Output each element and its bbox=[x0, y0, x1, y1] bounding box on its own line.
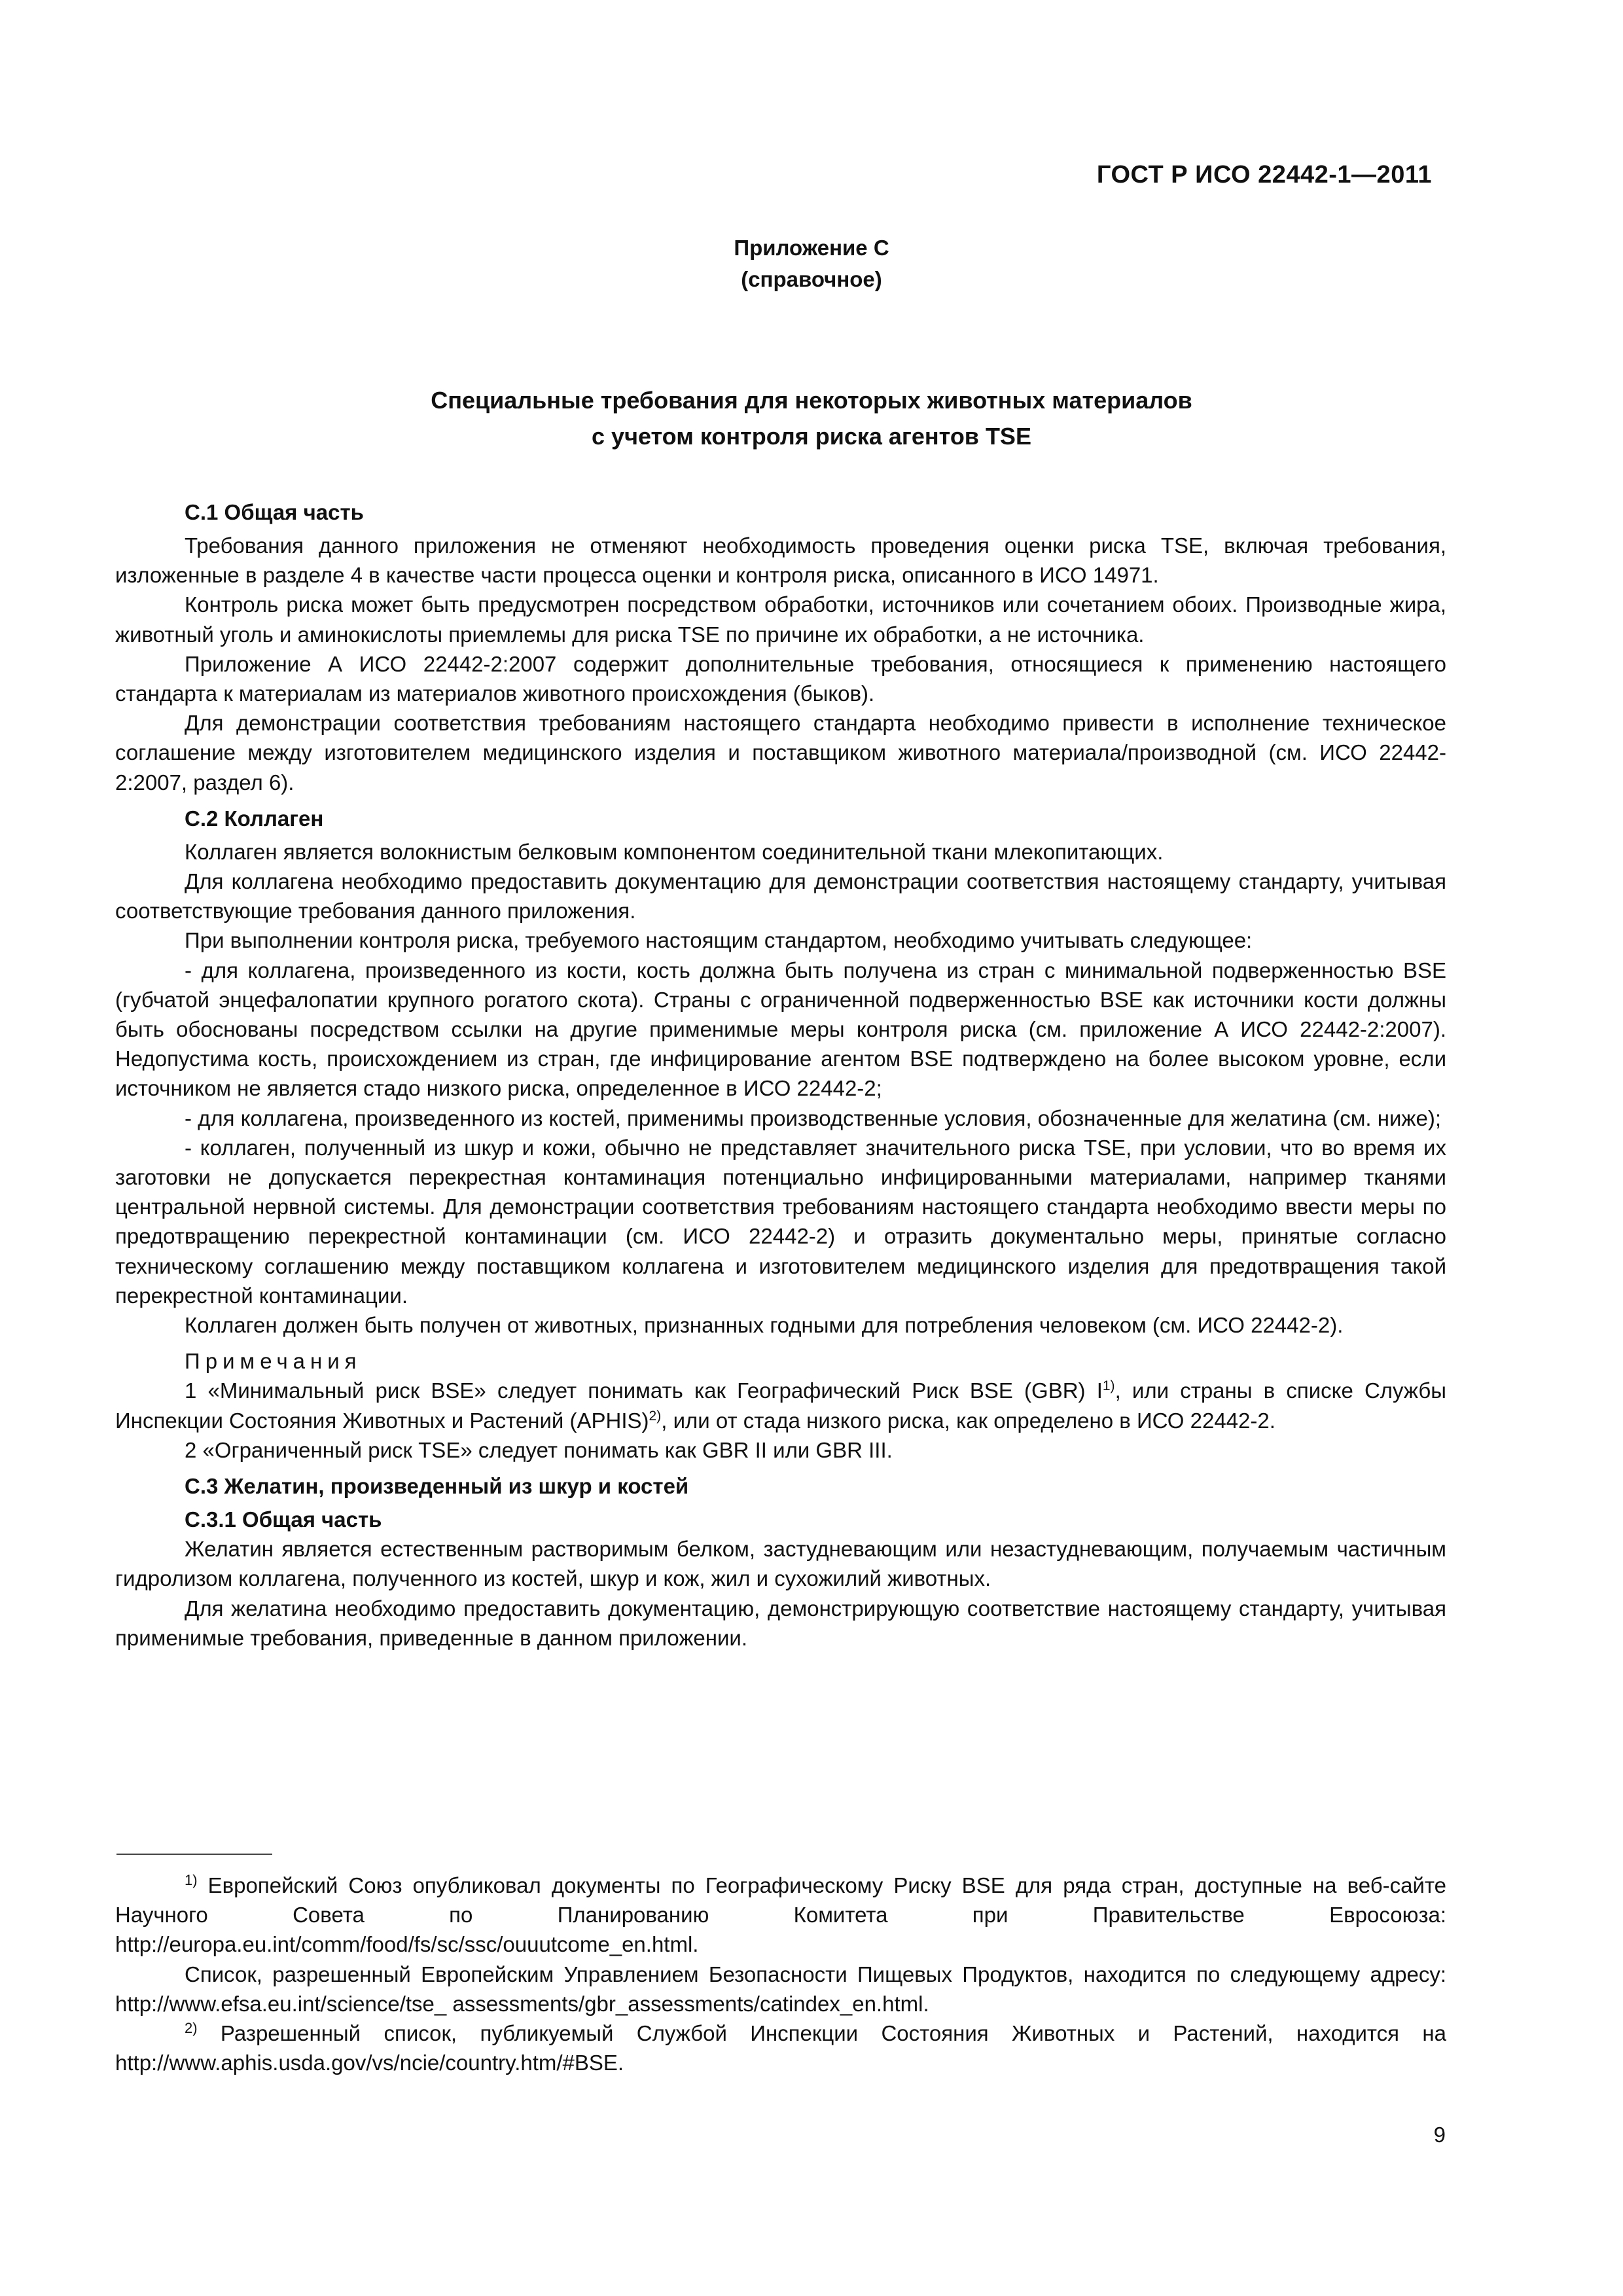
annex-label: Приложение С bbox=[734, 236, 889, 260]
section-c3-heading: С.3 Желатин, произведенный из шкур и костей bbox=[185, 1474, 689, 1499]
note-1-text-b: , или страны в списке Службы Инспекции Состояния Животных и Растений (APHIS) bbox=[115, 1378, 1446, 1433]
annex-heading bbox=[0, 232, 1623, 295]
paragraph: Для коллагена необходимо предоставить документацию для демонстрации соответствия настоящему стандарту, учитывая соответствующие требования данного приложения. bbox=[115, 869, 1446, 924]
document-code-header: ГОСТ Р ИСО 22442-1—2011 bbox=[1096, 161, 1432, 188]
paragraph: При выполнении контроля риска, требуемого настоящим стандартом, необходимо учитывать следующее: bbox=[185, 928, 1253, 953]
subsection-c3-1-heading: С.3.1 Общая часть bbox=[185, 1507, 382, 1532]
footnotes bbox=[115, 1871, 1446, 2077]
footnote-divider bbox=[116, 1854, 272, 1855]
annex-title-line-1: Специальные требования для некоторых животных материалов bbox=[431, 387, 1192, 414]
list-item: - для коллагена, произведенного из костей, применимы производственные условия, обозначенные для желатина (см. ниже); bbox=[185, 1105, 1441, 1130]
notes-title: Примечания bbox=[185, 1349, 362, 1374]
list-item: - для коллагена, произведенного из кости, кость должна быть получена из стран с минимальной подверженностью BSE (губчатой энцефалопатии крупного рогатого скота). Страны с ограниченной подверженностью BSE как источники кости должны быть обоснованы посредством ссылки на другие применимые меры контроля риска (см. приложение А ИСО 22442-2:2007). Недопустима кость, происхождением из стран, где инфицирование агентом BSE подтверждено на более высоком уровне, если источником не является стадо низкого риска, определенное в ИСО 22442-2; bbox=[115, 958, 1446, 1101]
paragraph: Приложение А ИСО 22442-2:2007 содержит дополнительные требования, относящиеся к применению настоящего стандарта к материалам из материалов животного происхождения (быков). bbox=[115, 651, 1446, 706]
page-number: 9 bbox=[1433, 2123, 1446, 2147]
footnote-2-mark: 2) bbox=[185, 2020, 198, 2037]
paragraph: Для демонстрации соответствия требованиям настоящего стандарта необходимо привести в исполнение техническое соглашение между изготовителем медицинского изделия и поставщиком животного материала/производной (см. ИСО 22442-2:2007, раздел 6). bbox=[115, 711, 1446, 795]
footnote-1-mark: 1) bbox=[185, 1872, 198, 1888]
note-1-text-a: 1 «Минимальный риск BSE» следует понимать как Географический Риск BSE (GBR) I bbox=[185, 1378, 1103, 1403]
paragraph: Желатин является естественным растворимым белком, застудневающим или незастудневающим, получаемым частичным гидролизом коллагена, полученного из костей, шкур и кож, жил и сухожилий животных. bbox=[115, 1537, 1446, 1591]
main-content bbox=[115, 497, 1446, 1653]
paragraph: Контроль риска может быть предусмотрен посредством обработки, источников или сочетанием обоих. Производные жира, животный уголь и аминокислоты приемлемы для риска TSE по причине их обработки, а не источника. bbox=[115, 592, 1446, 647]
footnote-1 bbox=[115, 1871, 1446, 1960]
section-c2-heading: С.2 Коллаген bbox=[185, 806, 324, 831]
paragraph: Требования данного приложения не отменяют необходимость проведения оценки риска TSE, включая требования, изложенные в разделе 4 в качестве части процесса оценки и контроля риска, описанного в ИСО 14971. bbox=[115, 533, 1446, 588]
paragraph: Коллаген должен быть получен от животных, признанных годными для потребления человеком (см. ИСО 22442-2). bbox=[185, 1313, 1344, 1338]
annex-title-line-2: с учетом контроля риска агентов TSE bbox=[592, 423, 1031, 450]
note-1-text-c: , или от стада низкого риска, как определено в ИСО 22442-2. bbox=[661, 1408, 1275, 1433]
footnote-ref-1: 1) bbox=[1102, 1378, 1115, 1394]
footnote-1-text: Европейский Союз опубликовал документы по Географическому Риску BSE для ряда стран, доступные на веб-сайте Научного Совета по Планированию Комитета при Правительстве Евросоюза: http://europa.eu.int/comm/food/fs/sc/ssc/ouuutcome_en.html. bbox=[115, 1873, 1446, 1957]
footnote-1-continuation: Список, разрешенный Европейским Управлением Безопасности Пищевых Продуктов, находится по следующему адресу: http://www.efsa.eu.int/science/tse_ assessments/gbr_assessments/catindex_en.html. bbox=[115, 1962, 1446, 2016]
note-1 bbox=[115, 1376, 1446, 1435]
footnote-ref-2: 2) bbox=[649, 1408, 662, 1424]
paragraph: Для желатина необходимо предоставить документацию, демонстрирующую соответствие настоящему стандарту, учитывая применимые требования, приведенные в данном приложении. bbox=[115, 1596, 1446, 1650]
footnote-2-text: Разрешенный список, публикуемый Службой Инспекции Состояния Животных и Растений, находится на http://www.aphis.usda.gov/vs/ncie/country.htm/#BSE. bbox=[115, 2021, 1446, 2075]
note-2: 2 «Ограниченный риск TSE» следует понимать как GBR II или GBR III. bbox=[185, 1437, 893, 1462]
section-c1-heading: С.1 Общая часть bbox=[185, 500, 364, 524]
list-item: - коллаген, полученный из шкур и кожи, обычно не представляет значительного риска TSE, при условии, что во время их заготовки не допускается перекрестная контаминация потенциально инфицированными материалами, например тканями центральной нервной системы. Для демонстрации соответствия требованиям настоящего стандарта необходимо ввести меры по предотвращению перекрестной контаминации (см. ИСО 22442-2) и отразить документально меры, принятые согласно техническому соглашению между поставщиком коллагена и изготовителем медицинского изделия для предотвращения такой перекрестной контаминации. bbox=[115, 1135, 1446, 1308]
paragraph: Коллаген является волокнистым белковым компонентом соединительной ткани млекопитающих. bbox=[185, 839, 1164, 864]
footnote-2 bbox=[115, 2018, 1446, 2077]
annex-title bbox=[0, 382, 1623, 454]
annex-kind: (справочное) bbox=[741, 267, 882, 291]
